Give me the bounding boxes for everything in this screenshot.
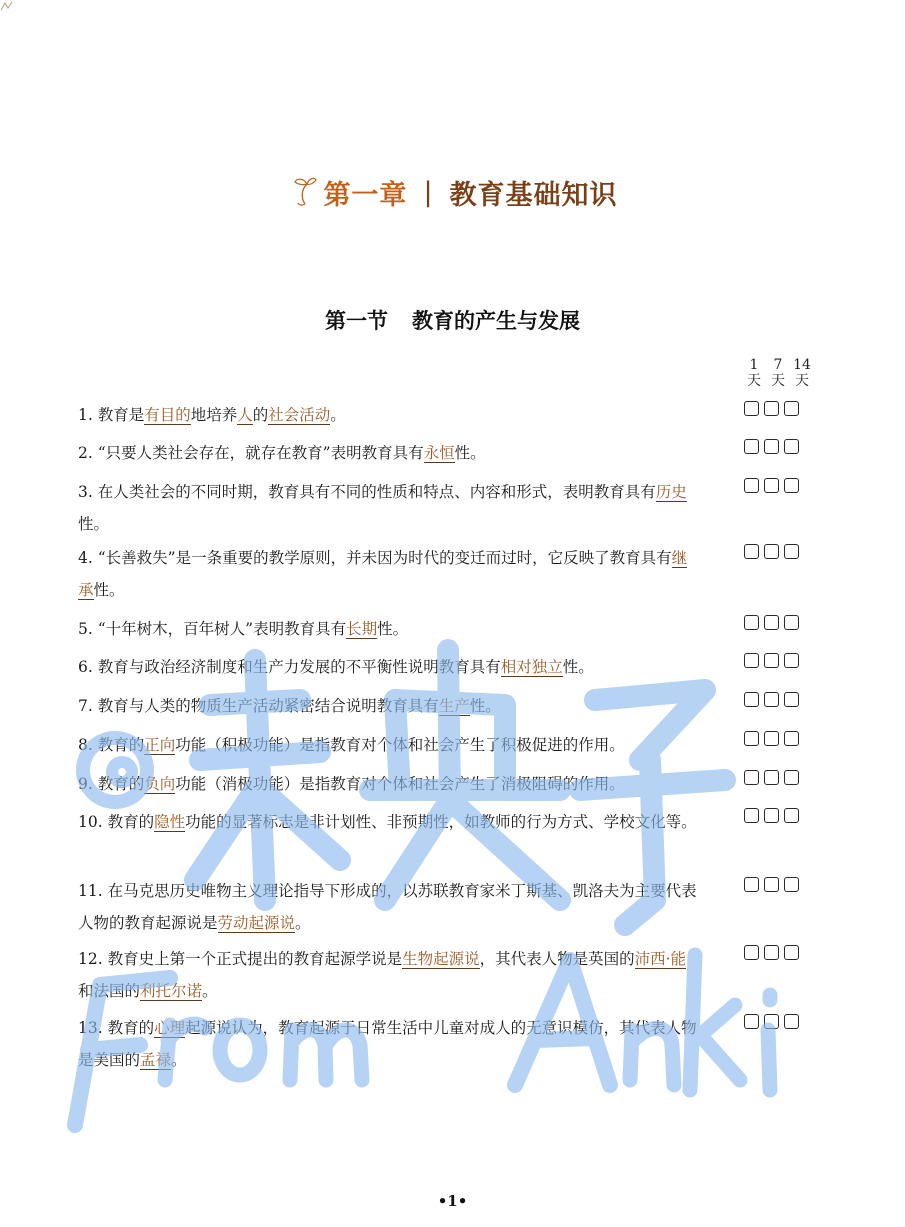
question-text: 11. 在马克思历史唯物主义理论指导下形成的，以苏联教育家米丁斯基、凯洛夫为主要代表人物的教育起源说是 (78, 882, 697, 932)
review-checkbox-day-14[interactable] (784, 692, 799, 707)
section-title: 教育的产生与发展 (412, 309, 580, 333)
review-checkboxes (744, 877, 799, 892)
answer-blank: 心理 (154, 1019, 186, 1037)
review-checkbox-day-7[interactable] (764, 439, 779, 454)
answer-blank: 正向 (144, 736, 176, 754)
review-checkbox-day-1[interactable] (744, 478, 759, 493)
review-checkbox-day-7[interactable] (764, 653, 779, 668)
review-checkbox-day-14[interactable] (784, 653, 799, 668)
review-checkbox-day-14[interactable] (784, 401, 799, 416)
question-item (78, 768, 698, 800)
question-text: 性。 (377, 620, 409, 638)
review-checkbox-day-7[interactable] (764, 1014, 779, 1029)
answer-blank: 有目的 (144, 406, 191, 424)
review-checkbox-day-1[interactable] (744, 877, 759, 892)
question-text: 6. 教育与政治经济制度和生产力发展的不平衡性说明教育具有 (78, 658, 501, 676)
review-checkbox-day-1[interactable] (744, 1014, 759, 1029)
review-checkbox-day-14[interactable] (784, 945, 799, 960)
review-checkbox-day-1[interactable] (744, 544, 759, 559)
answer-blank: 负向 (144, 775, 176, 793)
review-checkbox-day-1[interactable] (744, 731, 759, 746)
question-item (78, 613, 698, 645)
question-text: 地培养 (190, 406, 238, 424)
review-checkboxes (744, 653, 799, 668)
chapter-number: 第一章 (323, 179, 408, 211)
review-checkbox-day-7[interactable] (764, 731, 779, 746)
answer-blank: 永恒 (423, 444, 455, 462)
section-number: 第一节 (325, 309, 388, 333)
question-text: 和法国的 (78, 982, 141, 1000)
answer-blank: 人 (237, 406, 253, 424)
review-checkbox-day-14[interactable] (784, 770, 799, 785)
question-text: ，其代表人物是英国的 (479, 950, 635, 968)
question-text: 8. 教育的 (78, 736, 145, 754)
review-checkbox-day-1[interactable] (744, 615, 759, 630)
review-checkboxes (744, 731, 799, 746)
day-column-7: 7 天 (771, 357, 785, 389)
review-checkbox-day-1[interactable] (744, 945, 759, 960)
question-text: 起源说认为，教育起源于日常生活中儿童对成人的无意识模仿，其代表人物是美国的 (78, 1019, 697, 1069)
review-checkbox-day-7[interactable] (764, 945, 779, 960)
answer-blank: 利托尔诺 (140, 982, 203, 1000)
review-checkbox-day-14[interactable] (784, 544, 799, 559)
review-checkboxes (744, 439, 799, 454)
answer-blank: 社会活动 (268, 406, 331, 424)
question-text: 13. 教育的 (78, 1019, 155, 1037)
question-item (78, 943, 698, 1007)
corner-mark (0, 0, 14, 12)
review-checkbox-day-1[interactable] (744, 439, 759, 454)
question-text: 12. 教育史上第一个正式提出的教育起源学说是 (78, 950, 403, 968)
question-item (78, 729, 698, 761)
answer-blank: 历史 (655, 483, 687, 501)
question-text: 4. “长善救失”是一条重要的教学原则，并未因为时代的变迁而过时，它反映了教育具有 (78, 549, 672, 567)
question-item (78, 875, 698, 939)
review-checkboxes (744, 692, 799, 707)
chapter-separator: | (423, 176, 434, 208)
page-number: •1• (437, 1192, 468, 1210)
review-checkbox-day-14[interactable] (784, 731, 799, 746)
answer-blank: 长期 (346, 620, 378, 638)
question-text: 3. 在人类社会的不同时期，教育具有不同的性质和特点、内容和形式，表明教育具有 (78, 483, 656, 501)
review-checkboxes (744, 544, 799, 559)
question-text: 功能的显著标志是非计划性、非预期性，如教师的行为方式、学校文化等。 (185, 813, 697, 831)
review-checkbox-day-14[interactable] (784, 615, 799, 630)
question-item (78, 542, 698, 606)
review-checkbox-day-7[interactable] (764, 615, 779, 630)
question-text: 的 (252, 406, 269, 424)
question-text: 性。 (469, 697, 501, 715)
review-checkbox-day-14[interactable] (784, 1014, 799, 1029)
review-checkboxes (744, 770, 799, 785)
review-checkbox-day-7[interactable] (764, 478, 779, 493)
question-text: 9. 教育的 (78, 775, 145, 793)
question-text: 5. “十年树木，百年树人”表明教育具有 (78, 620, 347, 638)
chapter-heading (0, 170, 905, 214)
question-item (78, 651, 698, 683)
day-column-1: 1 天 (747, 357, 761, 389)
section-heading (0, 305, 905, 335)
question-item (78, 437, 698, 469)
answer-blank: 生物起源说 (402, 950, 480, 968)
review-checkbox-day-1[interactable] (744, 653, 759, 668)
question-text: 。 (202, 982, 218, 1000)
answer-blank: 劳动起源说 (217, 914, 296, 932)
review-checkbox-day-14[interactable] (784, 439, 799, 454)
question-text: 功能（消极功能）是指教育对个体和社会产生了消极阻碍的作用。 (175, 775, 625, 793)
review-checkboxes (744, 615, 799, 630)
review-checkbox-day-7[interactable] (764, 877, 779, 892)
review-checkboxes (744, 945, 799, 960)
answer-blank: 沛西·能 (634, 950, 687, 968)
sprout-icon (287, 168, 317, 208)
review-checkbox-day-7[interactable] (764, 544, 779, 559)
review-checkbox-day-1[interactable] (744, 401, 759, 416)
question-text: 功能（积极功能）是指教育对个体和社会产生了积极促进的作用。 (175, 736, 625, 754)
review-checkbox-day-14[interactable] (784, 808, 799, 823)
question-item (78, 399, 698, 431)
review-checkbox-day-7[interactable] (764, 692, 779, 707)
question-text: 。 (171, 1051, 187, 1069)
review-checkbox-day-1[interactable] (744, 770, 759, 785)
answer-blank: 相对独立 (500, 658, 563, 676)
answer-blank: 生产 (438, 697, 470, 715)
review-checkboxes (744, 1014, 799, 1029)
review-checkbox-day-7[interactable] (764, 401, 779, 416)
question-item (78, 690, 698, 722)
question-text: 1. 教育是 (78, 406, 145, 424)
question-text: 10. 教育的 (78, 813, 155, 831)
review-checkbox-day-14[interactable] (784, 877, 799, 892)
review-day-header (743, 357, 813, 389)
review-checkbox-day-1[interactable] (744, 808, 759, 823)
review-checkbox-day-1[interactable] (744, 692, 759, 707)
review-checkbox-day-14[interactable] (784, 478, 799, 493)
review-checkbox-day-7[interactable] (764, 808, 779, 823)
answer-blank: 继承 (78, 549, 688, 599)
question-text: 性。 (562, 658, 594, 676)
question-text: 性。 (93, 581, 125, 599)
chapter-title: 教育基础知识 (449, 179, 618, 211)
question-text: 7. 教育与人类的物质生产活动紧密结合说明教育具有 (78, 697, 439, 715)
question-text: 。 (330, 406, 346, 424)
answer-blank: 隐性 (154, 813, 186, 831)
review-checkboxes (744, 808, 799, 823)
question-text: 性。 (78, 515, 110, 533)
review-checkbox-day-7[interactable] (764, 770, 779, 785)
day-column-14: 14 天 (793, 357, 811, 389)
question-text: 。 (295, 914, 311, 932)
review-checkboxes (744, 401, 799, 416)
question-text: 性。 (454, 444, 486, 462)
question-item (78, 476, 698, 540)
question-item (78, 1012, 698, 1076)
answer-blank: 孟禄 (140, 1051, 172, 1069)
review-checkboxes (744, 478, 799, 493)
question-item (78, 806, 698, 838)
question-text: 2. “只要人类社会存在，就存在教育”表明教育具有 (78, 444, 424, 462)
